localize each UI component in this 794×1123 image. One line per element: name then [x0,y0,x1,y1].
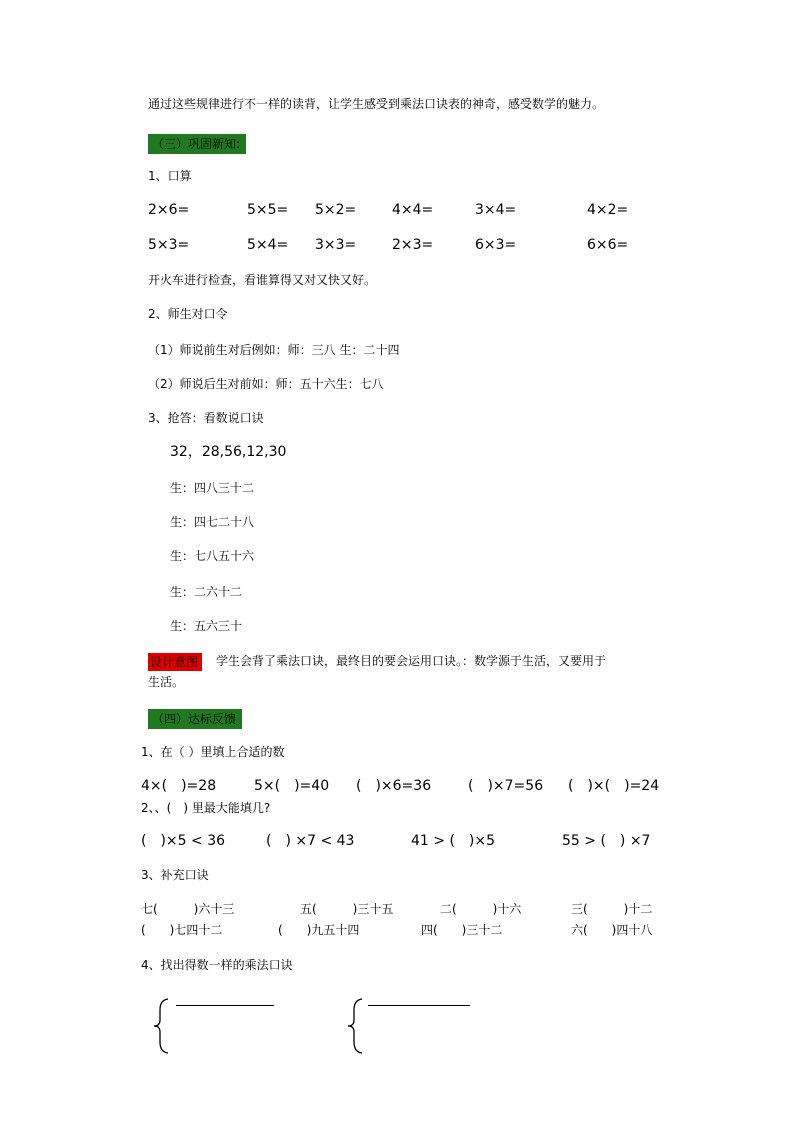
answer-line [176,1005,274,1006]
math-item: 5×2= [315,202,357,218]
compare-item: 55 > ( ) ×7 [562,833,651,849]
answer-item: 生：四七二十八 [170,515,255,529]
design-text-2: 生活。 [148,675,185,689]
section4-heading: （四）达标反馈 [148,709,242,729]
rhyme-item: 六( )四十八 [571,923,653,937]
answer-line [368,1005,470,1006]
rhyme-item: ( )九五十四 [278,923,360,937]
math-item: 3×4= [475,202,517,218]
math-item: 5×5= [247,202,289,218]
right-brace-icon [346,998,366,1054]
s4-q3-title: 3、补充口诀 [141,868,209,882]
q2-item-1: （1）师说前生对后例如：师：三八 生：二十四 [148,343,400,357]
compare-item: 41 > ( )×5 [411,833,496,849]
fill-item: ( )×( )=24 [568,778,660,794]
math-item: 2×3= [392,237,434,253]
math-item: 3×3= [315,237,357,253]
math-item: 6×6= [587,237,629,253]
answer-item: 生：四八三十二 [170,481,255,495]
rhyme-item: 五( )三十五 [300,902,394,916]
q3-numbers: 32，28,56,12,30 [170,444,287,460]
rhyme-item: 二( )十六 [440,902,522,916]
rhyme-item: 三( )十二 [571,902,653,916]
math-item: 2×6= [148,202,190,218]
answer-item: 生：二六十二 [170,585,243,599]
q2-title: 2、师生对口令 [148,307,228,321]
math-item: 4×2= [587,202,629,218]
rhyme-item: 七( )六十三 [141,902,235,916]
q1-title: 1、口算 [148,169,192,183]
train-note: 开火车进行检查，看谁算得又对又快又好。 [148,273,377,287]
rhyme-item: 四( )三十二 [421,923,503,937]
math-item: 5×3= [148,237,190,253]
answer-item: 生：五六三十 [170,619,243,633]
left-brace-icon [152,998,172,1054]
design-label: 设计意图 [148,653,202,671]
math-item: 5×4= [247,237,289,253]
answer-item: 生：七八五十六 [170,549,255,563]
compare-item: ( ) ×7 < 43 [266,833,355,849]
intro-text: 通过这些规律进行不一样的读背，让学生感受到乘法口诀表的神奇，感受数学的魅力。 [148,97,605,111]
s4-q2-title: 2、、( ) 里最大能填几? [141,801,271,815]
fill-item: ( )×6=36 [356,778,432,794]
q3-title: 3、抢答：看数说口诀 [148,411,264,425]
q2-item-2: （2）师说后生对前如：师：五十六生：七八 [148,377,384,391]
design-text-1: 学生会背了乘法口诀，最终目的要会运用口诀。：数学源于生活，又要用于 [216,654,607,668]
compare-item: ( )×5 < 36 [141,833,226,849]
section3-heading: （三）巩固新知: [148,134,246,154]
math-item: 4×4= [392,202,434,218]
rhyme-item: ( )七四十二 [141,923,223,937]
fill-item: 4×( )=28 [141,778,217,794]
fill-item: 5×( )=40 [254,778,330,794]
s4-q1-title: 1、在（ ）里填上合适的数 [141,745,285,759]
fill-item: ( )×7=56 [468,778,544,794]
math-item: 6×3= [475,237,517,253]
s4-q4-title: 4、找出得数一样的乘法口诀 [141,958,293,972]
